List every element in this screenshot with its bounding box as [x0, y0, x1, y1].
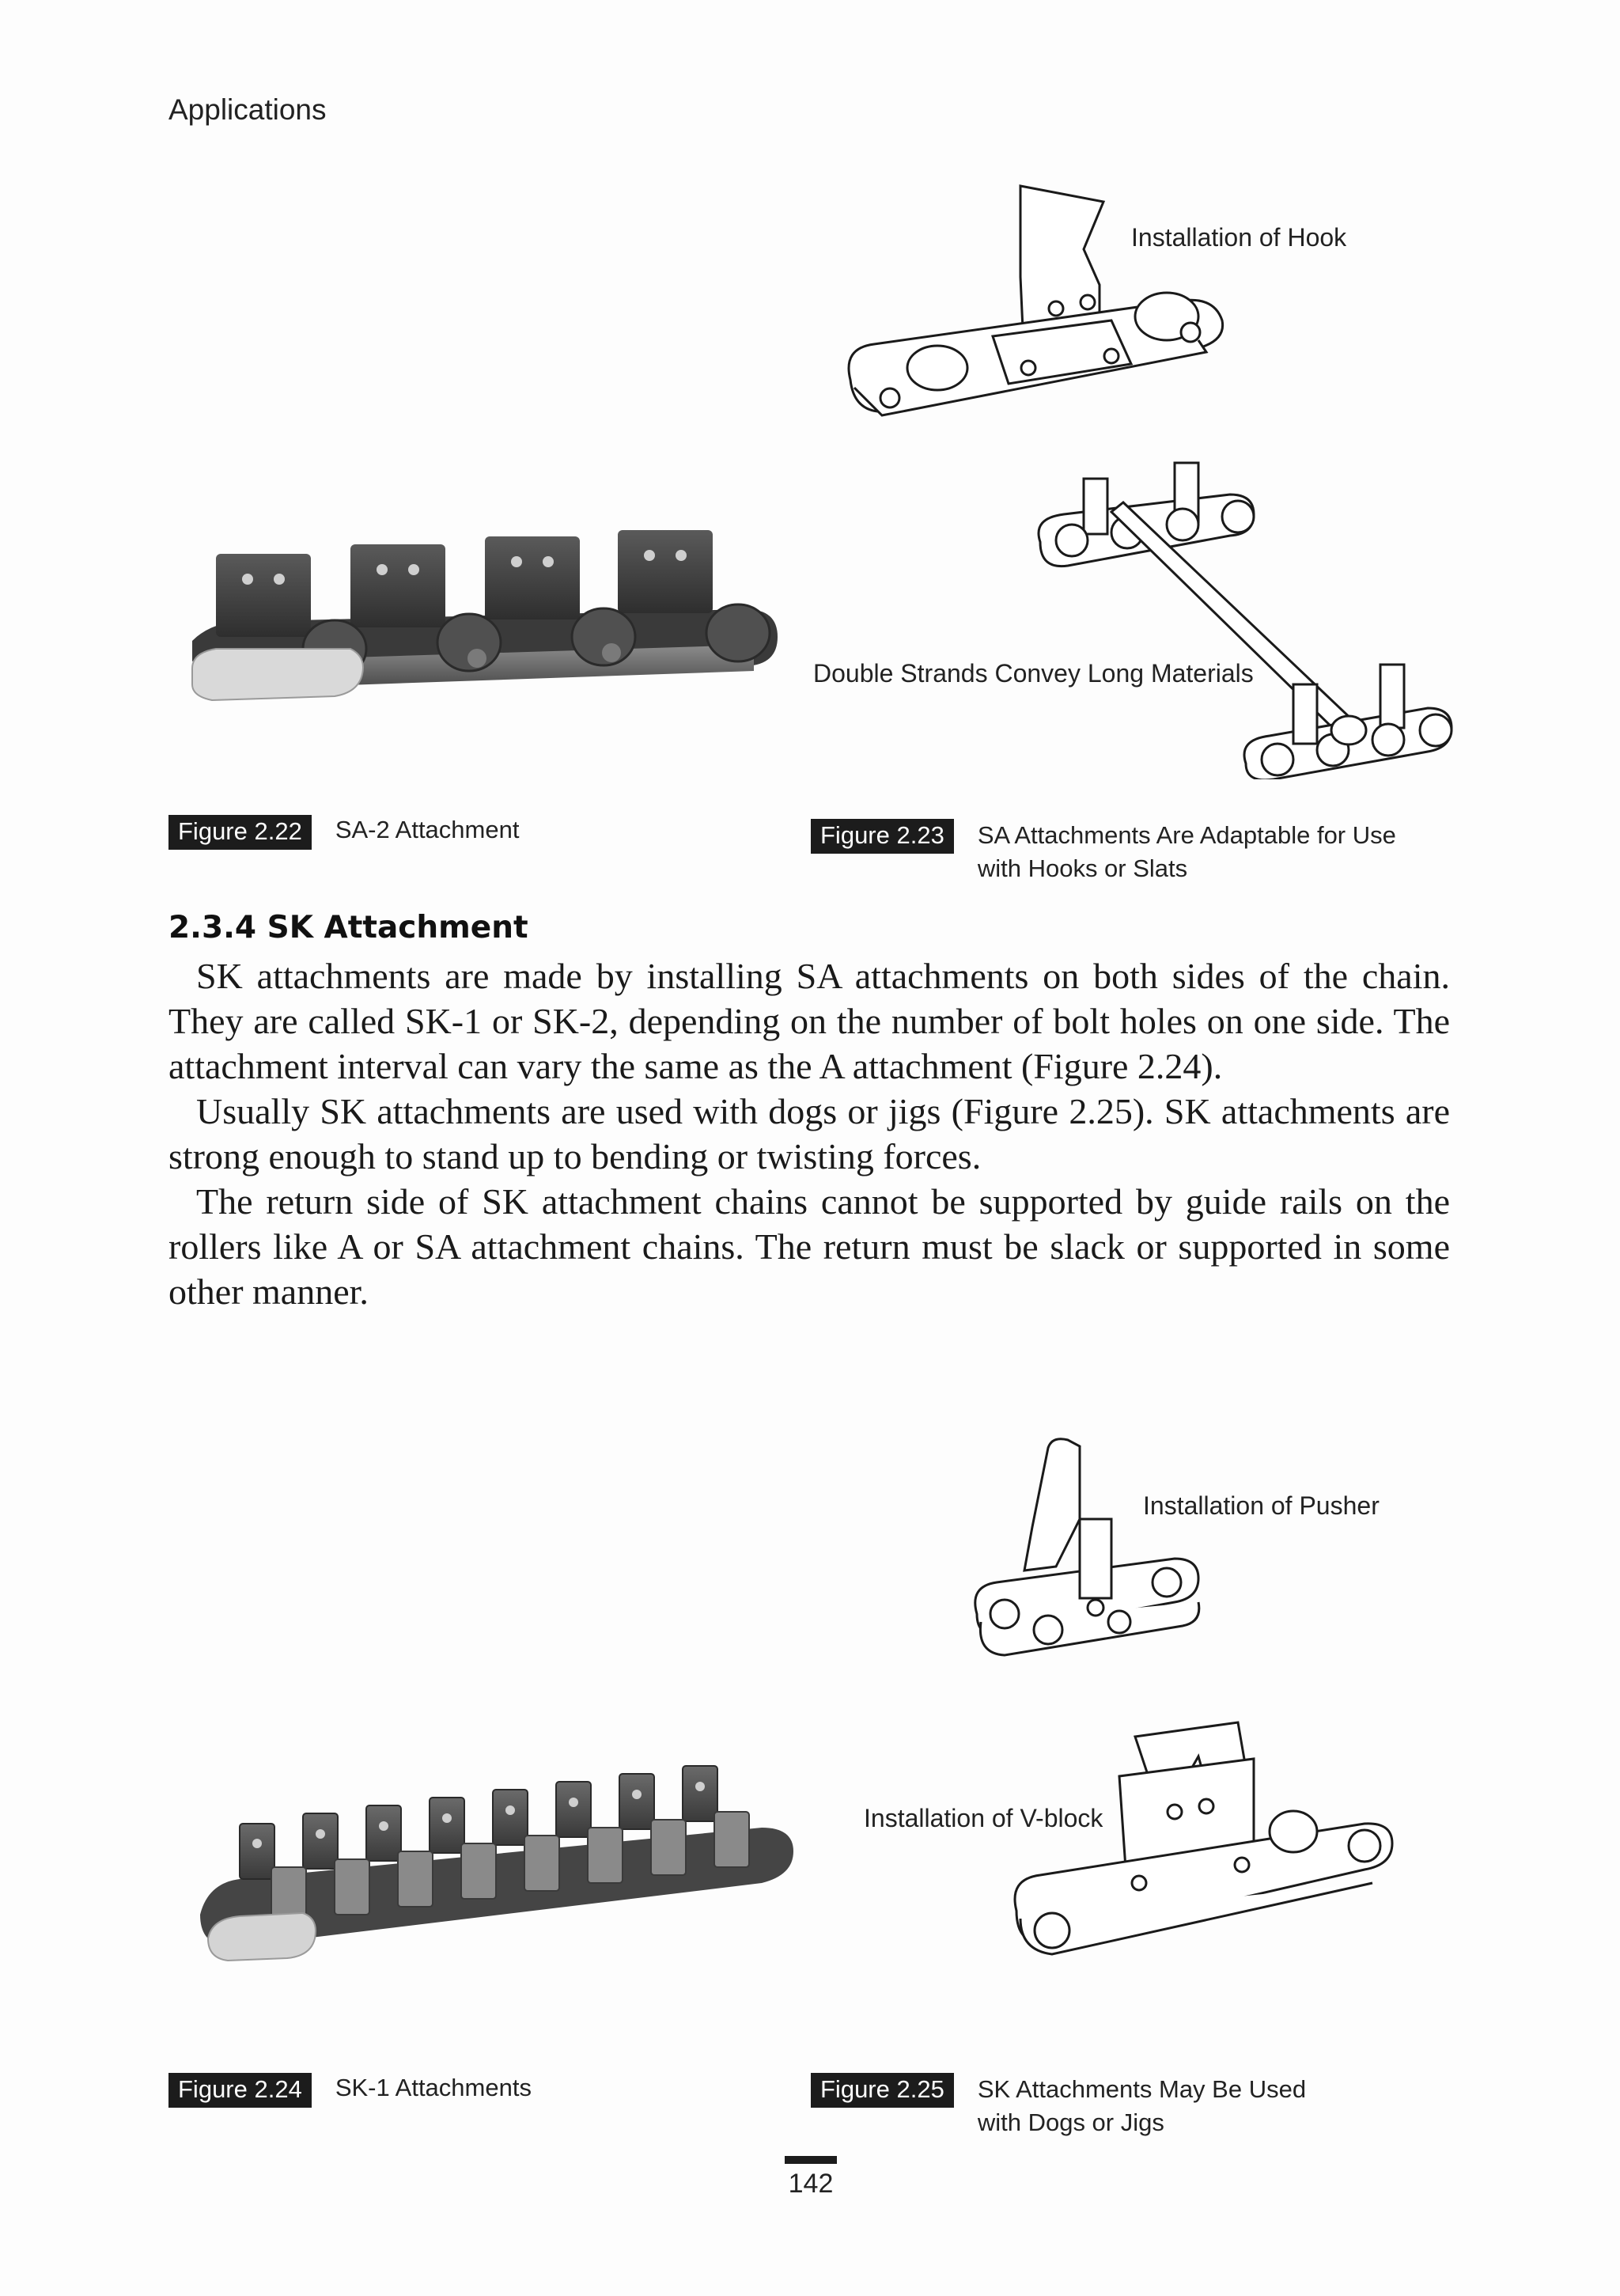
page-number-bar	[785, 2156, 837, 2164]
label-installation-of-vblock: Installation of V-block	[864, 1804, 1103, 1832]
label-double-strands: Double Strands Convey Long Materials	[813, 659, 1254, 688]
sk1-chain-photo	[192, 1749, 809, 1970]
figure-caption: SA Attachments Are Adaptable for Use with Hooks or Slats	[977, 821, 1396, 882]
double-strand-drawing	[1009, 447, 1483, 779]
paragraph: Usually SK attachments are used with dogs or jigs (Figure 2.25). SK attachments are strong enough to stand up to bending or twisting forces.	[168, 1091, 1450, 1176]
figure-2-22	[168, 491, 801, 845]
figure-caption: SA-2 Attachment	[335, 816, 520, 843]
figure-tag: Figure 2.23	[811, 819, 954, 854]
paragraph: The return side of SK attachment chains cannot be supported by guide rails on the rollers like A or SA attachment chains. The return must be slack or supported in some other manner.	[168, 1181, 1450, 1312]
paragraph: SK attachments are made by installing SA attachments on both sides of the chain. They are called SK-1 or SK-2, depending on the number of bolt holes on one side. The attachment interval can vary the same as the A attachment (Figure 2.24).	[168, 956, 1450, 1086]
figure-2-25	[811, 1432, 1523, 2144]
figure-2-24-caption-row	[168, 2073, 532, 2108]
figure-2-22-caption-row	[168, 815, 519, 850]
figure-caption: SK-1 Attachments	[335, 2074, 532, 2101]
label-installation-of-pusher: Installation of Pusher	[1143, 1491, 1380, 1520]
figure-tag: Figure 2.24	[168, 2073, 312, 2108]
figure-tag: Figure 2.22	[168, 815, 312, 850]
body-text	[168, 953, 1450, 1314]
page-number-block	[783, 2156, 838, 2199]
section-heading: 2.3.4 SK Attachment	[168, 910, 528, 945]
sa2-chain-photo	[168, 491, 801, 744]
hook-installation-drawing	[827, 174, 1301, 459]
pusher-installation-drawing	[961, 1432, 1230, 1685]
page-number: 142	[788, 2169, 834, 2199]
figure-2-24	[168, 1749, 801, 2105]
figure-caption: SK Attachments May Be Used with Dogs or Jigs	[977, 2075, 1307, 2136]
label-installation-of-hook: Installation of Hook	[1131, 223, 1347, 252]
figure-2-23	[811, 174, 1523, 886]
figure-2-25-caption-row	[811, 2073, 1491, 2139]
vblock-installation-drawing	[993, 1713, 1436, 1982]
figure-2-23-caption-row	[811, 819, 1491, 885]
figure-tag: Figure 2.25	[811, 2073, 954, 2108]
running-head: Applications	[168, 93, 327, 126]
